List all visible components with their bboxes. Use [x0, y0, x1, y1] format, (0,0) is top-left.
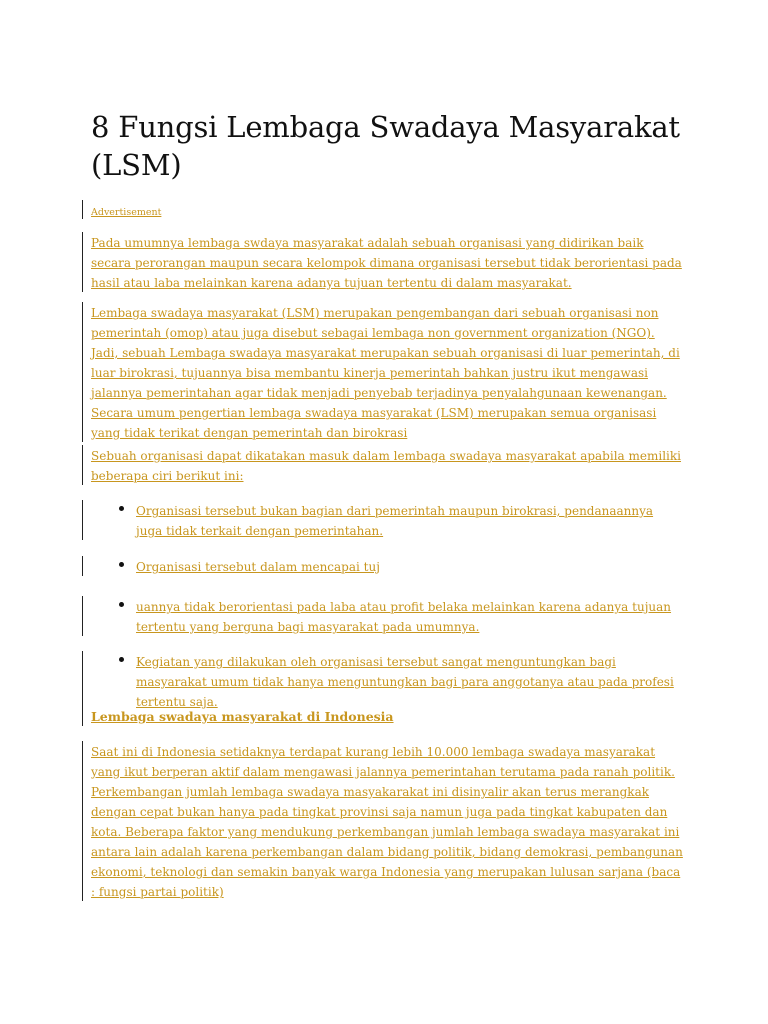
paragraph-characteristics — [82, 445, 683, 485]
paragraph-characteristics-link[interactable]: Sebuah organisasi dapat dikatakan masuk dalam lembaga swadaya masyarakat apabila memiliki beberapa ciri berikut ini: — [91, 449, 681, 483]
list-item — [82, 651, 683, 711]
advertisement-block — [82, 200, 161, 219]
paragraph-indonesia — [82, 741, 683, 901]
bullet-icon — [119, 602, 124, 607]
list-item-link[interactable]: Kegiatan yang dilakukan oleh organisasi tersebut sangat menguntungkan bagi masyarakat umum tidak hanya menguntungkan bagi para anggotanya atau pada profesi tertentu saja. — [136, 655, 674, 709]
bullet-icon — [119, 506, 124, 511]
page-title: 8 Fungsi Lembaga Swadaya Masyarakat (LSM) — [91, 110, 680, 182]
section-heading-link[interactable]: Lembaga swadaya masyarakat di Indonesia — [91, 709, 394, 724]
paragraph-indonesia-link[interactable]: Saat ini di Indonesia setidaknya terdapat kurang lebih 10.000 lembaga swadaya masyarakat yang ikut berperan aktif dalam mengawasi jalannya pemerintahan terutama pada ranah politik. Perkembangan jumlah lembaga swadaya masyakarakat ini disinyalir akan terus merangkak dengan cepat bukan hanya pada tingkat provinsi saja namun juga pada tingkat kabupaten dan kota. Beberapa faktor yang mendukung perkembangan jumlah lembaga swadaya masyarakat ini antara lain adalah karena perkembangan dalam bidang politik, bidang demokrasi, pembangunan ekonomi, teknologi dan semakin banyak warga Indonesia yang merupakan lulusan sarjana (baca : fungsi partai politik) — [91, 745, 683, 899]
list-item-link[interactable]: uannya tidak berorientasi pada laba atau profit belaka melainkan karena adanya tujuan tertentu yang berguna bagi masyarakat pada umumnya. — [136, 600, 672, 634]
list-item-link[interactable]: Organisasi tersebut bukan bagian dari pemerintah maupun birokrasi, pendanaannya juga tidak terkait dengan pemerintahan. — [136, 504, 654, 538]
advertisement-link[interactable]: Advertisement — [91, 207, 162, 218]
list-item-link[interactable]: Organisasi tersebut dalam mencapai tuj — [136, 560, 380, 574]
paragraph-definition — [82, 302, 683, 442]
paragraph-definition-link[interactable]: Lembaga swadaya masyarakat (LSM) merupakan pengembangan dari sebuah organisasi non pemerintah (omop) atau juga disebut sebagai lembaga non government organization (NGO). Jadi, sebuah Lembaga swadaya masyarakat merupakan sebuah organisasi di luar pemerintah, di luar birokrasi, tujuannya bisa membantu kinerja pemerintah bahkan justru ikut mengawasi jalannya pemerintahan agar tidak menjadi penyebab terjadinya penyalahgunaan kewenangan. Secara umum pengertian lembaga swadaya masyarakat (LSM) merupakan semua organisasi yang tidak terikat dengan pemerintah dan birokrasi — [91, 306, 680, 440]
paragraph-intro-link[interactable]: Pada umumnya lembaga swdaya masyarakat adalah sebuah organisasi yang didirikan baik secara perorangan maupun secara kelompok dimana organisasi tersebut tidak berorientasi pada hasil atau laba melainkan karena adanya tujuan tertentu di dalam masyarakat. — [91, 236, 682, 290]
section-heading — [82, 706, 683, 726]
list-item — [82, 500, 683, 540]
paragraph-intro — [82, 232, 683, 292]
list-item — [82, 556, 683, 576]
bullet-icon — [119, 562, 124, 567]
list-item — [82, 596, 683, 636]
bullet-icon — [119, 657, 124, 662]
